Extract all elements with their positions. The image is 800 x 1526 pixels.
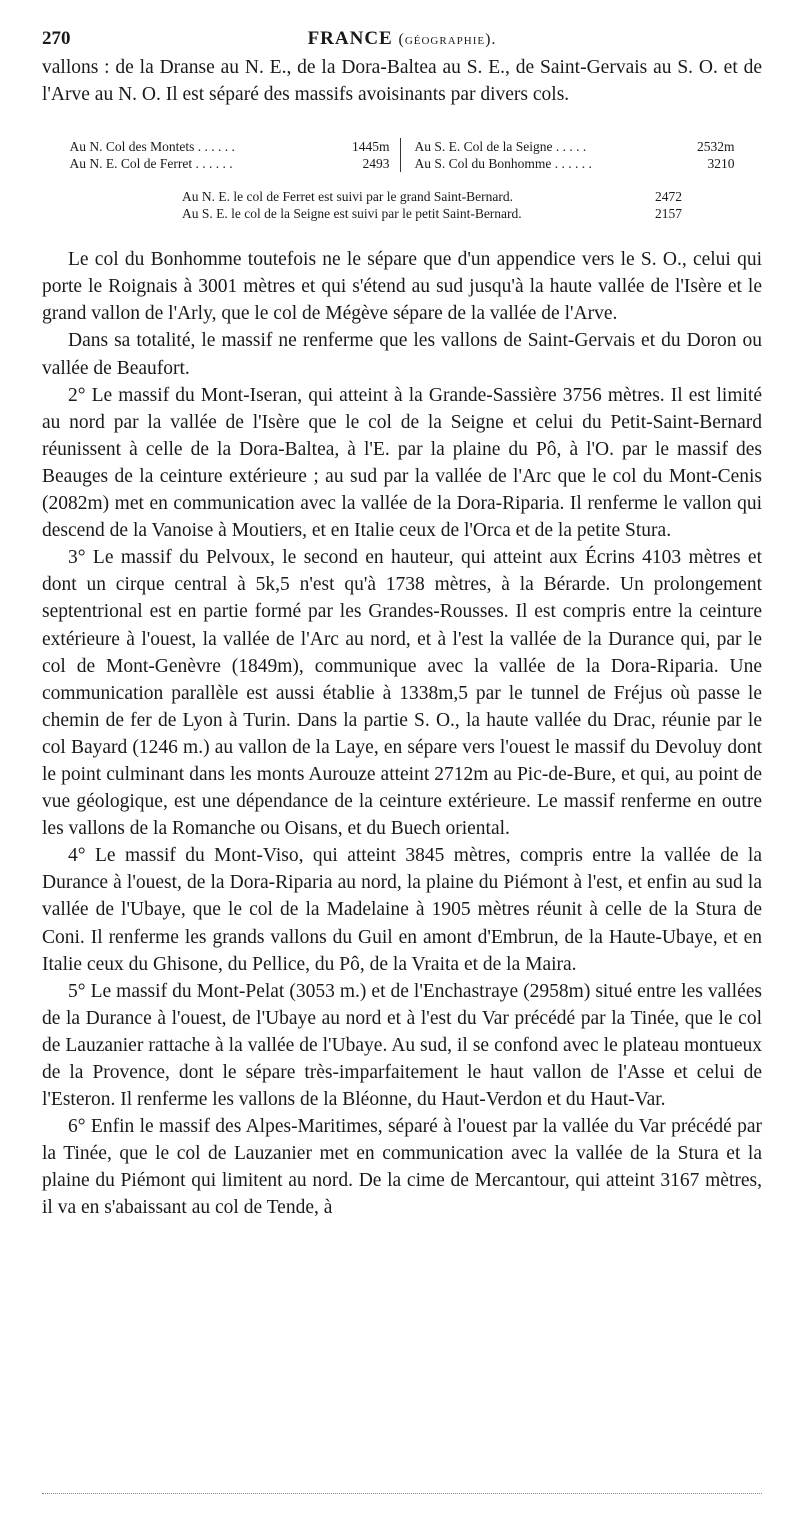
col-name: Au S. Col du Bonhomme . . . . . . <box>414 156 592 172</box>
body-paragraph: 4° Le massif du Mont-Viso, qui atteint 3845 mètres, compris entre la vallée de la Durance à l'ouest, de la Dora-Riparia au nord, la plaine du Piémont à l'est, et enfin au sud la vallée de l'Ubaye, que le col de la Madelaine à 1905 mètres réunit à celle de la Stura de Coni. Il renferme les grands vallons du Guil en amont d'Embrun, de la Haute-Ubaye, et en Italie ceux du Ghisone, du Pellice, du Pô, de la Vraita et de la Maira. <box>42 845 762 975</box>
cols-table <box>42 138 762 172</box>
pass-altitude: 2157 <box>655 206 682 222</box>
cols-column-left <box>70 138 400 172</box>
pass-text: Au N. E. le col de Ferret est suivi par le grand Saint-Bernard. <box>182 189 514 205</box>
page-header <box>42 28 762 54</box>
pass-entry <box>182 188 682 205</box>
col-entry <box>70 155 390 172</box>
body-paragraph: 6° Enfin le massif des Alpes-Maritimes, séparé à l'ouest par la vallée du Var précédé par la Tinée, que le col de Lauzanier met en communication avec la vallée de la Stura et la plaine du Piémont qui limitent au nord. De la cime de Mercantour, qui atteint 3167 mètres, il va en s'abaissant au col de Tende, à <box>42 1116 762 1219</box>
col-altitude: 3210 <box>707 156 735 172</box>
col-name: Au N. E. Col de Ferret . . . . . . <box>69 156 233 172</box>
body-paragraph: 2° Le massif du Mont-Iseran, qui atteint à la Grande-Sassière 3756 mètres. Il est limité au nord par la vallée de l'Isère que le col de la Seigne et celui du Petit-Saint-Bernard réunissent à celle de la Dora-Baltea, à l'E. par la plaine du Pô, à l'O. par le massif des Beauges de la ceinture extérieure ; au sud par la vallée de l'Arc que le col du Mont-Cenis (2082m) met en communication avec la vallée de la Dora-Riparia. Il renferme le vallon qui descend de la Vanoise à Moutiers, et en Italie ceux de l'Orca et de la petite Stura. <box>42 384 762 542</box>
col-name: Au N. Col des Montets . . . . . . <box>69 139 235 155</box>
cols-column-right <box>400 138 735 172</box>
body-paragraph: Le col du Bonhomme toutefois ne le sépare que d'un appendice vers le S. O., celui qui porte le Roignais à 3001 mètres et qui s'étend au sud jusqu'à la haute vallée de l'Isère et le grand vallon de l'Arly, que le col de Mégève sépare de la vallée de l'Arve. <box>42 249 762 325</box>
body-paragraph: Dans sa totalité, le massif ne renferme que les vallons de Saint-Gervais et du Doron ou vallée de Beaufort. <box>42 330 762 379</box>
col-altitude: 2532m <box>696 139 735 155</box>
body-paragraph: 3° Le massif du Pelvoux, le second en hauteur, qui atteint aux Écrins 4103 mètres et dont un cirque central à 5k,5 n'est qu'à 1738 mètres, à la Bérarde. Un prolongement septentrional est en partie formé par les Grandes-Rousses. Il est compris entre la ceinture extérieure à l'ouest, la vallée de l'Arc au nord, et à l'est la vallée de la Durance qui, par le col de Mont-Genèvre (1849m), communique avec la vallée de la Dora-Riparia. Une communication parallèle est aussi établie à 1338m,5 par le tunnel de Fréjus où passe le chemin de fer de Lyon à Turin. Dans la partie S. O., la haute vallée du Drac, réunie par le col Bayard (1246 m.) au vallon de la Laye, en sépare vers l'ouest le massif du Devoluy dont le point culminant dans les monts Aurouze atteint 2712m au Pic-de-Bure, et qui, au point de vue géologique, est une dépendance de la ceinture extérieure. Le massif renferme en outre les vallons de la Romanche ou Oisans, et du Buech oriental. <box>42 547 762 840</box>
col-entry <box>415 155 735 172</box>
pass-entry <box>182 205 682 222</box>
body-paragraph: 5° Le massif du Mont-Pelat (3053 m.) et de l'Enchastraye (2958m) situé entre les vallées de la Durance à l'ouest, de l'Ubaye au nord et à l'est du Var précédé par la Tinée, que le col de Lauzanier rattache à la vallée de l'Ubaye. Au sud, il se confond avec le plateau montueux de la Provence, dont le sépare très-imparfaitement le haut vallon de l'Asse et celui de l'Esteron. Il renferme les vallons de la Bléonne, du Haut-Verdon et du Haut-Var. <box>42 980 762 1111</box>
footer-divider <box>42 1493 762 1494</box>
col-altitude: 1445m <box>351 139 390 155</box>
col-entry <box>415 138 735 155</box>
pass-altitude: 2472 <box>655 189 682 205</box>
intro-paragraph: vallons : de la Dranse au N. E., de la Dora-Baltea au S. E., de Saint-Gervais au S. O. et de l'Arve au N. O. Il est séparé des massifs avoisinants par divers cols. <box>42 57 762 106</box>
col-altitude: 2493 <box>362 156 390 172</box>
pass-text: Au S. E. le col de la Seigne est suivi par le petit Saint-Bernard. <box>182 206 522 222</box>
col-name: Au S. E. Col de la Seigne . . . . . <box>414 139 587 155</box>
col-entry <box>70 138 390 155</box>
page-number: 270 <box>42 28 71 49</box>
running-head <box>42 28 762 50</box>
running-head-subtitle: (géographie). <box>398 31 497 48</box>
passes-list <box>182 188 762 222</box>
running-head-title: FRANCE <box>307 28 393 49</box>
